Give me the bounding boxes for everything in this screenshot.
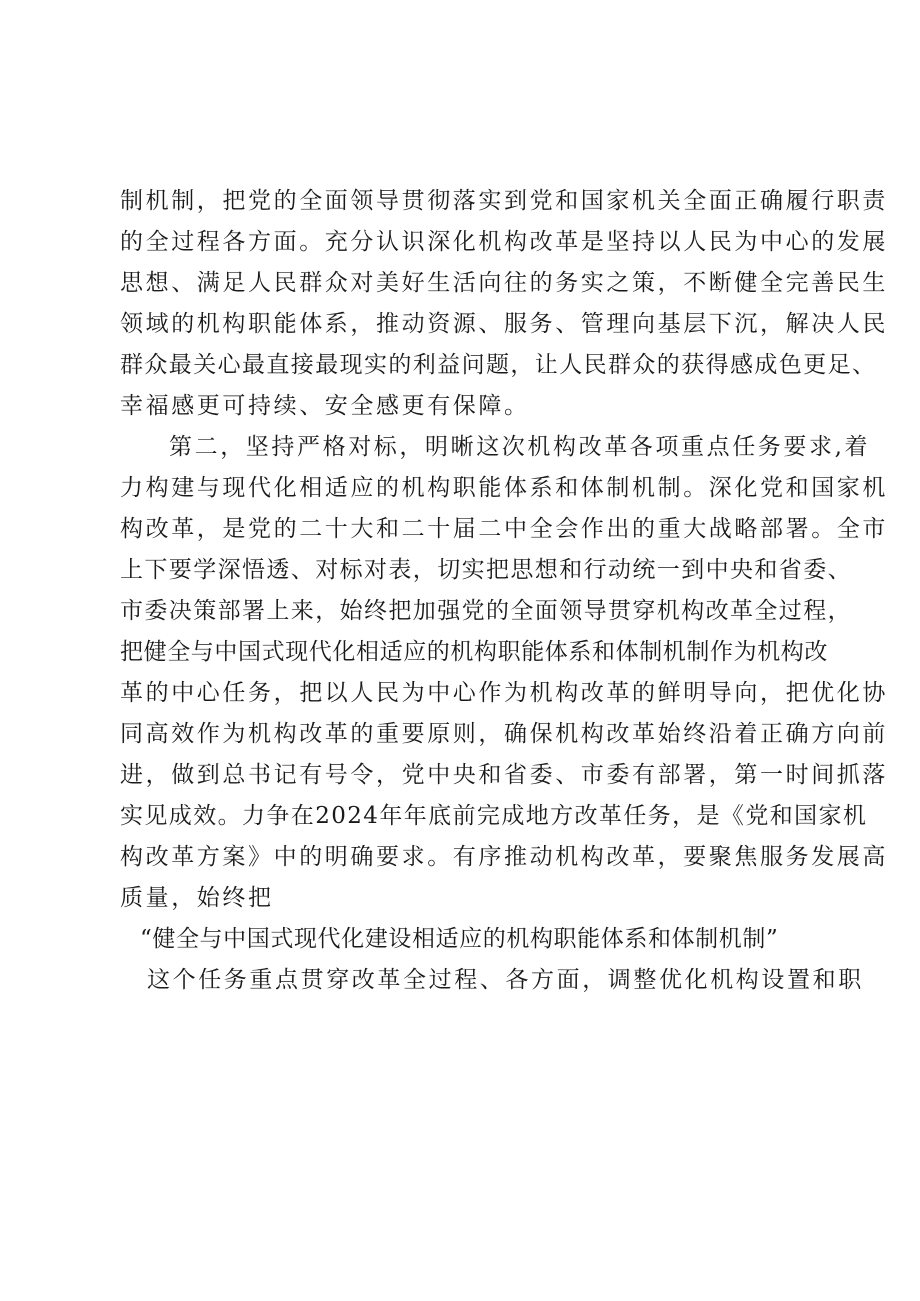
text-line: 幸福感更可持续、安全感更有保障。 xyxy=(120,393,530,419)
text-line: 领域的机构职能体系，推动资源、服务、管理向基层下沉，解决人民 xyxy=(120,311,888,337)
text-line: 实见成效。力争在2024年年底前完成地方改革任务，是《党和国家机 xyxy=(120,803,868,829)
text-line: 把健全与中国式现代化相适应的机构职能体系和体制机制作为机构改 xyxy=(120,639,828,665)
text-line: 革的中心任务，把以人民为中心作为机构改革的鲜明导向，把优化协 xyxy=(120,680,888,706)
text-line: 群众最关心最直接最现实的利益问题，让人民群众的获得感成色更足、 xyxy=(120,352,877,378)
text-line: 制机制，把党的全面领导贯彻落实到党和国家机关全面正确履行职责 xyxy=(120,188,888,214)
text-line: 构改革方案》中的明确要求。有序推动机构改革，要聚焦服务发展高 xyxy=(120,844,888,870)
text-line: 进，做到总书记有号令，党中央和省委、市委有部署，第一时间抓落 xyxy=(120,762,888,788)
text-line: 质量，始终把 xyxy=(120,885,274,911)
text-line: 的全过程各方面。充分认识深化机构改革是坚持以人民为中心的发展 xyxy=(120,229,888,255)
text-line: 思想、满足人民群众对美好生活向往的务实之策，不断健全完善民生 xyxy=(120,270,888,296)
text-line: 这个任务重点贯穿改革全过程、各方面，调整优化机构设置和职 xyxy=(147,967,864,993)
text-line: 力构建与现代化相适应的机构职能体系和体制机制。深化党和国家机 xyxy=(120,475,888,501)
text-line: 市委决策部署上来，始终把加强党的全面领导贯穿机构改革全过程， xyxy=(120,598,852,624)
paragraph-first-line: 第二，坚持严格对标，明晰这次机构改革各项重点任务要求,着 xyxy=(169,434,871,460)
text-line: 同高效作为机构改革的重要原则，确保机构改革始终沿着正确方向前 xyxy=(120,721,888,747)
text-line: 上下要学深悟透、对标对表，切实把思想和行动统一到中央和省委、 xyxy=(120,557,852,583)
text-line: 构改革，是党的二十大和二十届二中全会作出的重大战略部署。全市 xyxy=(120,516,888,542)
quoted-line: “健全与中国式现代化建设相适应的机构职能体系和体制机制” xyxy=(140,926,779,952)
